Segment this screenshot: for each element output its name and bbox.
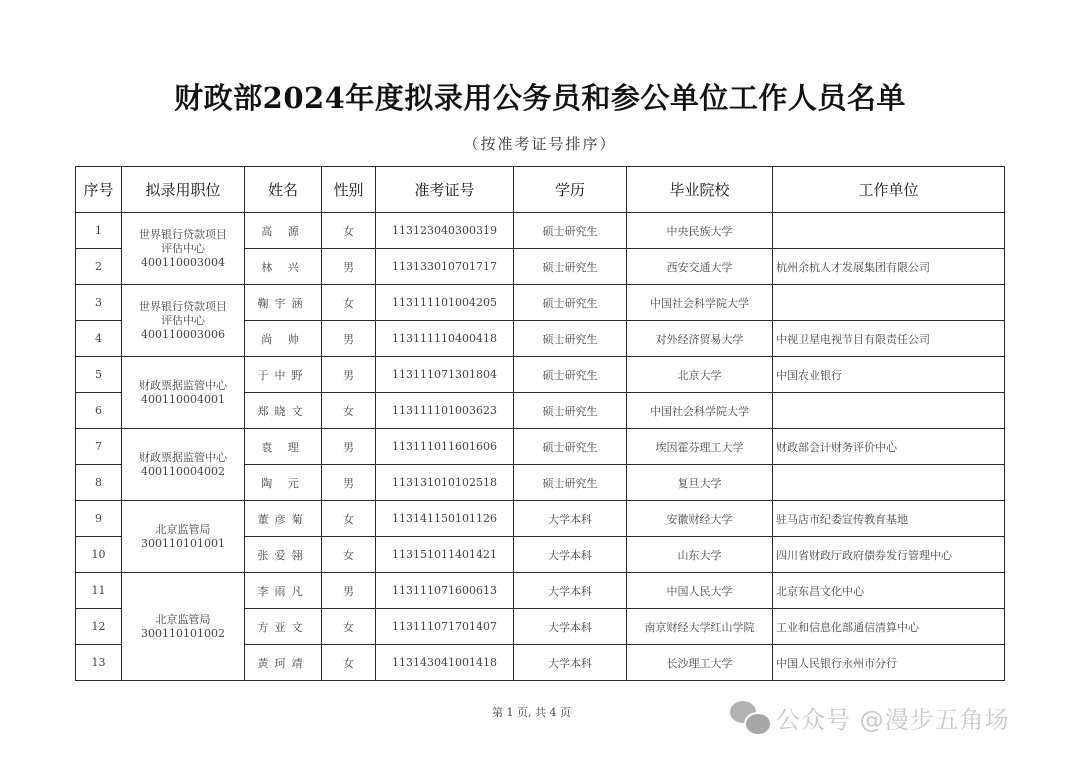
position-unit: 世界银行贷款项目 [139,299,227,313]
watermark-text: 公众号 @漫步五角场 [776,706,1010,734]
position-code: 300110101001 [141,536,225,550]
cell-name: 袁 理 [245,429,322,465]
cell-name: 李雨凡 [245,573,322,609]
position-code: 400110004002 [141,464,225,478]
cell-degree: 硕士研究生 [514,285,627,321]
col-header-no: 序号 [76,167,122,213]
cell-gender: 女 [322,609,376,645]
cell-degree: 大学本科 [514,609,627,645]
cell-no: 3 [76,285,122,321]
col-header-name: 姓名 [245,167,322,213]
page-subtitle: （按准考证号排序） [463,135,617,153]
cell-employer: 驻马店市纪委宣传教育基地 [773,501,1005,537]
cell-gender: 男 [322,249,376,285]
position-unit: 财政票据监管中心 [139,378,227,392]
position-code: 400110004001 [141,392,225,406]
cell-school: 西安交通大学 [627,249,773,285]
cell-degree: 大学本科 [514,537,627,573]
position-unit-line2: 评估中心 [161,241,205,255]
cell-name: 方亚文 [245,609,322,645]
cell-exam-id: 113123040300319 [376,213,514,249]
cell-gender: 男 [322,465,376,501]
cell-no: 5 [76,357,122,393]
col-header-position: 拟录用职位 [122,167,245,213]
position-unit: 财政票据监管中心 [139,450,227,464]
cell-employer: 四川省财政厅政府债券发行管理中心 [773,537,1005,573]
cell-degree: 硕士研究生 [514,321,627,357]
cell-no: 13 [76,645,122,681]
col-header-employer: 工作单位 [773,167,1005,213]
cell-gender: 男 [322,573,376,609]
cell-exam-id: 113131010102518 [376,465,514,501]
cell-employer: 杭州余杭人才发展集团有限公司 [773,249,1005,285]
cell-gender: 女 [322,537,376,573]
cell-no: 8 [76,465,122,501]
cell-school: 中国社会科学院大学 [627,393,773,429]
table-row [76,501,1005,537]
cell-exam-id: 113111071301804 [376,357,514,393]
cell-degree: 硕士研究生 [514,213,627,249]
position-code: 300110101002 [141,626,225,640]
cell-school: 埃因霍芬理工大学 [627,429,773,465]
position-unit: 北京监管局 [155,522,211,536]
cell-exam-id: 113143041001418 [376,645,514,681]
cell-name: 董彦菊 [245,501,322,537]
cell-no: 7 [76,429,122,465]
cell-position [122,357,245,429]
cell-position [122,285,245,357]
cell-name: 高 源 [245,213,322,249]
cell-exam-id: 113111110400418 [376,321,514,357]
table-row [76,573,1005,609]
cell-gender: 男 [322,357,376,393]
cell-position [122,429,245,501]
cell-name: 张爱翎 [245,537,322,573]
candidate-table [75,166,1005,681]
cell-degree: 硕士研究生 [514,249,627,285]
cell-no: 11 [76,573,122,609]
cell-exam-id: 113151011401421 [376,537,514,573]
cell-employer: 工业和信息化部通信清算中心 [773,609,1005,645]
cell-employer: 中国农业银行 [773,357,1005,393]
cell-position [122,501,245,573]
table-row [76,357,1005,393]
cell-employer: 中视卫星电视节目有限责任公司 [773,321,1005,357]
page-number: 第 1 页, 共 4 页 [492,706,571,719]
cell-employer: 北京东昌文化中心 [773,573,1005,609]
cell-school: 复旦大学 [627,465,773,501]
cell-employer [773,393,1005,429]
cell-position [122,573,245,681]
cell-degree: 大学本科 [514,645,627,681]
col-header-degree: 学历 [514,167,627,213]
cell-school: 中国人民大学 [627,573,773,609]
col-header-gender: 性别 [322,167,376,213]
cell-no: 2 [76,249,122,285]
cell-employer [773,213,1005,249]
cell-degree: 硕士研究生 [514,357,627,393]
cell-school: 安徽财经大学 [627,501,773,537]
cell-exam-id: 113111071701407 [376,609,514,645]
position-code: 400110003004 [141,255,225,269]
wechat-icon [730,701,770,735]
cell-exam-id: 113111101003623 [376,393,514,429]
cell-school: 山东大学 [627,537,773,573]
cell-degree: 硕士研究生 [514,429,627,465]
cell-school: 北京大学 [627,357,773,393]
cell-employer: 财政部会计财务评价中心 [773,429,1005,465]
cell-employer [773,285,1005,321]
cell-no: 1 [76,213,122,249]
cell-exam-id: 113111101004205 [376,285,514,321]
watermark [730,700,1010,735]
table-row [76,285,1005,321]
table-row [76,429,1005,465]
cell-gender: 女 [322,501,376,537]
cell-exam-id: 113111071600613 [376,573,514,609]
cell-no: 6 [76,393,122,429]
cell-no: 12 [76,609,122,645]
cell-school: 中国社会科学院大学 [627,285,773,321]
cell-gender: 男 [322,429,376,465]
cell-degree: 硕士研究生 [514,393,627,429]
cell-name: 黄珂靖 [245,645,322,681]
cell-name: 尚 帅 [245,321,322,357]
cell-degree: 大学本科 [514,501,627,537]
cell-gender: 女 [322,285,376,321]
cell-position [122,213,245,285]
cell-name: 陶 元 [245,465,322,501]
cell-name: 林 兴 [245,249,322,285]
cell-degree: 大学本科 [514,573,627,609]
cell-no: 9 [76,501,122,537]
cell-school: 中央民族大学 [627,213,773,249]
position-unit-line2: 评估中心 [161,313,205,327]
position-unit: 世界银行贷款项目 [139,227,227,241]
cell-exam-id: 113141150101126 [376,501,514,537]
cell-employer [773,465,1005,501]
table-row [76,213,1005,249]
cell-gender: 女 [322,393,376,429]
cell-no: 10 [76,537,122,573]
position-unit: 北京监管局 [155,612,211,626]
cell-name: 鞠宇涵 [245,285,322,321]
cell-gender: 男 [322,321,376,357]
cell-employer: 中国人民银行永州市分行 [773,645,1005,681]
table-header-row [76,167,1005,213]
cell-degree: 硕士研究生 [514,465,627,501]
cell-exam-id: 113111011601606 [376,429,514,465]
cell-school: 长沙理工大学 [627,645,773,681]
cell-exam-id: 113133010701717 [376,249,514,285]
col-header-exam-id: 准考证号 [376,167,514,213]
cell-school: 对外经济贸易大学 [627,321,773,357]
cell-name: 于中野 [245,357,322,393]
cell-school: 南京财经大学红山学院 [627,609,773,645]
cell-gender: 女 [322,213,376,249]
col-header-school: 毕业院校 [627,167,773,213]
cell-no: 4 [76,321,122,357]
cell-name: 郑晓文 [245,393,322,429]
position-code: 400110003006 [141,327,225,341]
cell-gender: 女 [322,645,376,681]
page-title: 财政部2024年度拟录用公务员和参公单位工作人员名单 [174,81,906,115]
